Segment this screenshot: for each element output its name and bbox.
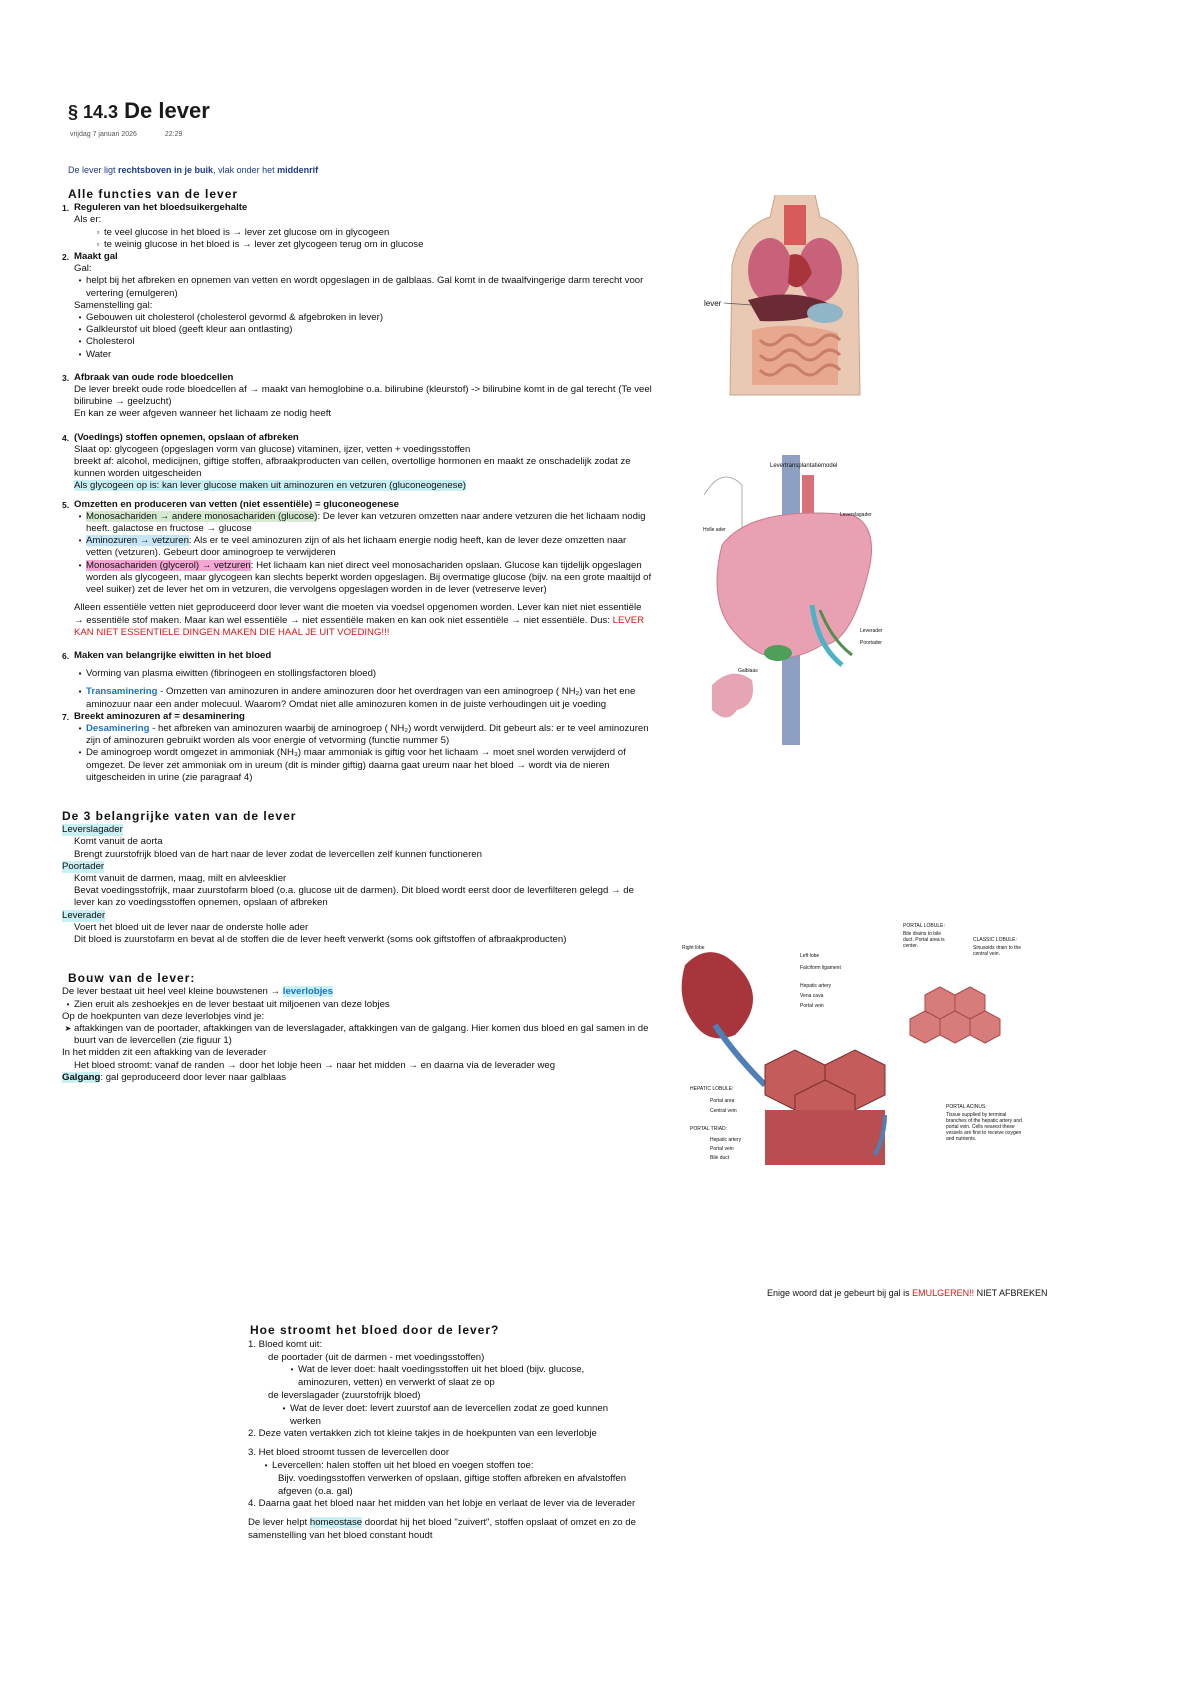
bouw-line: Op de hoekpunten van deze leverlobjes vind je:: [62, 1010, 265, 1022]
lobule-label: Portal vein: [800, 1003, 824, 1009]
lobule-label: Portal area: [710, 1098, 735, 1104]
item-heading: Breekt aminozuren af = desaminering: [74, 710, 245, 722]
liver-label: Leverader: [860, 628, 883, 634]
bullet-text: aftakkingen van de poortader, aftakkingen van de leverslagader, aftakkingen van de galgang. Hier komen dus bloed en gal samen in de buurt van de levercellen (zie figuur 1): [74, 1022, 649, 1047]
item-line: Gal:: [74, 263, 92, 275]
vessel-line: Brengt zuurstofrijk bloed van de hart naar de lever zodat de levercellen zelf kunnen functioneren: [74, 848, 482, 860]
intro-line: [68, 165, 318, 175]
highlight-tag: Aminozuren → vetzuren: [86, 535, 189, 547]
liver-label: Holle ader: [703, 527, 726, 533]
bullet-text: : De lever kan vetzuren omzetten naar andere vetzuren die het lichaam nodig heeft. galactose en fructose → glucose: [86, 510, 646, 535]
lobule-label: Tissue supplied by terminal branches of the hepatic artery and portal vein. Cells nearest these vessels are first to receive oxygen and nutrients.: [946, 1112, 1022, 1142]
bullet: • De aminogroep wordt omgezet in ammoniak (NH₃) maar ammoniak is giftig voor het lichaam → moet snel worden verwijderd of omgezet. De lever zet ammoniak om in ureum (dit is minder giftig) daarna gaat ureum naar het bloed → wordt via de nieren uitgescheiden in urine (zie paragraaf 4): [62, 747, 652, 784]
item-number: 1.: [62, 203, 70, 214]
function-2: [62, 251, 652, 263]
lobule-label: Bile duct: [710, 1155, 730, 1161]
lobule-label: PORTAL ACINUS:: [946, 1104, 987, 1110]
bullet: • Gebouwen uit cholesterol (cholesterol gevormd & afgebroken in lever): [78, 312, 384, 324]
lobule-label: Hepatic artery: [800, 983, 832, 989]
bullet: • Cholesterol: [78, 336, 135, 348]
section-title-bouw: Bouw van de lever:: [68, 971, 196, 986]
lobule-label: Right lobe: [682, 945, 705, 951]
item-number: 3.: [62, 372, 70, 383]
liver-label: Galblaas: [738, 668, 758, 674]
bullet-text: Levercellen: halen stoffen uit het bloed en voegen stoffen toe:: [272, 1459, 534, 1471]
function-6: [62, 650, 652, 662]
vessel-name: Poortader: [62, 860, 105, 872]
section-title-vaten: De 3 belangrijke vaten van de lever: [62, 808, 297, 823]
vessel-line: Komt vanuit de aorta: [74, 836, 163, 848]
item-number: 7.: [62, 711, 70, 722]
lobule-label: Bile drains to bile duct. Portal area is center.: [903, 931, 945, 949]
arrow-bullet: ➤ aftakkingen van de poortader, aftakkingen van de leverslagader, aftakkingen van de galgang. Hier komen dus bloed en gal samen in de buurt van de levercellen (zie figuur 1): [62, 1023, 652, 1047]
term-leverlobjes: leverlobjes: [282, 986, 333, 998]
bullet-text: De aminogroep wordt omgezet in ammoniak (NH₃) maar ammoniak is giftig voor het lichaam → moet snel worden verwijderd of omgezet. De lever zet ammoniak om in ureum (dit is minder giftig) daarna gaat ureum naar het bloed → wordt via de nieren uitgescheiden in urine (zie paragraaf 4): [86, 747, 626, 783]
lobule-label: PORTAL LOBULE:: [903, 923, 945, 929]
bullet-text: Cholesterol: [86, 336, 135, 348]
item-heading: Omzetten en produceren van vetten (niet essentiële) = gluconeogenese: [74, 498, 399, 510]
term-desaminering: Desaminering: [86, 722, 150, 734]
lobule-label: Hepatic artery: [710, 1137, 742, 1143]
bullet: • Monosachariden → andere monosachariden (glucose): De lever kan vetzuren omzetten naar andere vetzuren die het lichaam nodig heeft. galactose en fructose → glucose: [78, 510, 646, 535]
bullet: ▪ Transaminering - Omzetten van aminozuren in andere aminozuren door het overdragen van een aminogroep ( NH₂) van het ene aminozuur naar een ander molecuul. Waarom? Omdat niet alle aminozuren komen in de juiste verhoudingen uit je voeding: [78, 686, 636, 710]
item-number: 2.: [62, 252, 70, 263]
vessel-line: Komt vanuit de darmen, maag, milt en alvleesklier: [74, 872, 287, 884]
bullet-text: Wat de lever doet: haalt voedingsstoffen uit het bloed (bijv. glucose, aminozuren, vetten) en verwerkt of slaat ze op: [298, 1364, 585, 1389]
item-heading: Maken van belangrijke eiwitten in het bloed: [74, 649, 272, 661]
vessel-line: Voert het bloed uit de lever naar de onderste holle ader: [74, 921, 309, 933]
bullet: • Wat de lever doet: haalt voedingsstoffen uit het bloed (bijv. glucose, aminozuren, vetten) en verwerkt of slaat ze op: [248, 1364, 638, 1390]
liver-model-title: Levertransplantatiemodel: [770, 463, 838, 469]
intro-post: , vlak onder het: [213, 165, 278, 175]
lobule-label: Sinusoids drain to the central vein.: [973, 945, 1022, 957]
flow-line: de poortader (uit de darmen - met voedingsstoffen): [268, 1351, 485, 1363]
bullet-text: - het afbreken van aminozuren waarbij de aminogroep ( NH₂) wordt verwijderd. Dit gebeurt als: er te veel aminozuren zijn of aminozuren gebruikt worden als voor energie of vetvorming (functie nummer 5): [86, 722, 649, 747]
vessel-name: Leverader: [62, 909, 106, 921]
flow-step: [248, 1517, 638, 1543]
bullet-text: Zien eruit als zeshoekjes en de lever bestaat uit miljoenen van deze lobjes: [74, 998, 390, 1010]
flow-step: 1. Bloed komt uit:: [248, 1338, 323, 1350]
notes-body: [62, 186, 652, 1084]
item-line: Als er:: [74, 214, 102, 226]
item-line: breekt af: alcohol, medicijnen, giftige stoffen, afbraakproducten van cellen, overtollige hormonen en maakt ze onschadelijk zodat ze kunnen worden uitgescheiden: [74, 456, 631, 480]
bouw-line: [62, 986, 652, 998]
vessel-line: Dit bloed is zuurstofarm en bevat al de stoffen die de lever heeft verwerkt (soms ook giftstoffen of afbraakproducten): [74, 933, 567, 945]
item-heading: (Voedings) stoffen opnemen, opslaan of afbreken: [74, 431, 299, 443]
term-galgang: Galgang: [62, 1071, 101, 1083]
flow-text: doordat hij het bloed "zuivert", stoffen opslaat of omzet en zo de samenstelling van het bloed constant houdt: [248, 1517, 636, 1541]
liver-label: Leverslagader: [840, 512, 872, 518]
bullet: ▪ Vorming van plasma eiwitten (fibrinogeen en stollingsfactoren bloed): [78, 668, 377, 680]
bouw-line: [62, 1072, 652, 1084]
function-3: [62, 372, 652, 384]
date-text: vrijdag 7 januari 2026: [70, 131, 137, 138]
highlight-tag: Monosachariden (glycerol) → vetzuren: [86, 559, 251, 571]
lobule-label: CLASSIC LOBULE:: [973, 937, 1017, 943]
lobule-label: PORTAL TRIAD:: [690, 1126, 728, 1132]
bullet: • Galkleurstof uit bloed (geeft kleur aan ontlasting): [78, 324, 293, 336]
title-text: De lever: [124, 98, 210, 123]
bullet: • Water: [78, 348, 112, 360]
note-red: LEVER KAN NIET ESSENTIELE DINGEN MAKEN DIE HAAL JE UIT VOEDING!!!: [74, 614, 645, 638]
flow-step: 4. Daarna gaat het bloed naar het midden van het lobje en verlaat de lever via de leverader: [248, 1498, 636, 1510]
term-transaminering: Transaminering: [86, 686, 158, 698]
term-homeostase: homeostase: [309, 1517, 363, 1529]
liver-model-illustration: [702, 455, 882, 755]
bullet-text: Gebouwen uit cholesterol (cholesterol gevormd & afgebroken in lever): [86, 312, 384, 324]
flow-line: Bijv. voedingsstoffen verwerken of opslaan, giftige stoffen afbreken en afvalstoffen afgeven (o.a. gal): [278, 1472, 627, 1497]
bullet-text: helpt bij het afbreken en opnemen van vetten en wordt opgeslagen in de galblaas. Gal komt in de twaalfvingerige darm terecht voor vertering (emulgeren): [86, 275, 644, 299]
item-number: 6.: [62, 650, 70, 661]
lobule-label: HEPATIC LOBULE:: [690, 1086, 734, 1092]
bouw-line: Het bloed stroomt: vanaf de randen → door het lobje heen → naar het midden → en daarna via de leverader weg: [74, 1059, 556, 1071]
intro-bold: rechtsboven in je buik: [118, 165, 214, 175]
bullet: • Zien eruit als zeshoekjes en de lever bestaat uit miljoenen van deze lobjes: [66, 998, 390, 1010]
bouw-text: De lever bestaat uit heel veel kleine bouwstenen →: [62, 986, 283, 998]
bullet: • Desaminering - het afbreken van aminozuren waarbij de aminogroep ( NH₂) wordt verwijderd. Dit gebeurt als: er te veel aminozuren zijn of aminozuren gebruikt worden als voor energie of vetvorming (functie nummer 5): [78, 722, 649, 747]
flow-text: De lever helpt: [248, 1517, 310, 1529]
item-heading: Reguleren van het bloedsuikergehalte: [74, 202, 248, 214]
time-text: 22:29: [164, 131, 183, 138]
bouw-line: In het midden zit een aftakking van de leverader: [62, 1047, 267, 1059]
item-line: Slaat op: glycogeen (opgeslagen vorm van glucose) vitaminen, ijzer, vetten + voedingsstoffen: [74, 443, 471, 455]
bullet-text: - Omzetten van aminozuren in andere aminozuren door het overdragen van een aminogroep ( NH₂) van het ene aminozuur naar een ander molecuul. Waarom? Omdat niet alle aminozuren komen in de juiste verhoudingen uit je voeding: [86, 686, 636, 710]
section-title-functies: Alle functies van de lever: [68, 187, 239, 201]
bullet: • Monosachariden (glycerol) → vetzuren: Het lichaam kan niet direct veel monosachariden opslaan. Glucose kan tijdelijk opgeslagen worden als glycogeen, maar glycogeen kan slechts beperkt worden opgeslagen. Bij overmatige glucose (bijv. na een grote maaltijd of veel suiker) zet de lever het om in vetzuren, die vervolgens opgeslagen worden in de lever (vetreserve lever): [78, 559, 652, 596]
function-7: [62, 711, 652, 723]
item-line: En kan ze weer afgeven wanneer het lichaam ze nodig heeft: [74, 408, 332, 420]
bullet-text: te veel glucose in het bloed is → lever zet glucose om in glycogeen: [104, 226, 390, 238]
section-title-flow: Hoe stroomt het bloed door de lever?: [250, 1323, 500, 1337]
liver-label: Poortader: [860, 640, 882, 646]
vessel-name: Leverslagader: [62, 824, 123, 836]
highlight-gluconeogenese: Als glycogeen op is: kan lever glucose maken uit aminozuren en vetzuren (gluconeogenese): [74, 480, 466, 492]
lobule-label: Portal vein: [710, 1146, 734, 1152]
bullet-text: : Het lichaam kan niet direct veel monosachariden opslaan. Glucose kan tijdelijk opgeslagen worden als glycogeen, maar glycogeen kan slechts beperkt worden opgeslagen. Bij overmatige glucose (bijv. na een grote maaltijd of veel suiker) zet de lever het om in vetzuren, die vervolgens opgeslagen worden in de lever (vetreserve lever): [86, 559, 652, 596]
bullet-text: : Als er te veel aminozuren zijn of als het lichaam energie nodig heeft, kan de lever deze omzetten naar vetten (vetzuren). Gebeurt door aminogroep te verwijderen: [86, 535, 627, 559]
side-note-text: NIET AFBREKEN: [974, 1288, 1048, 1298]
item-heading: Maakt gal: [74, 251, 118, 263]
bullet-text: Vorming van plasma eiwitten (fibrinogeen en stollingsfactoren bloed): [86, 668, 377, 680]
vessel-line: Bevat voedingsstofrijk, maar zuurstofarm bloed (o.a. glucose uit de darmen). Dit bloed wordt eerst door de leverfilteren gelegd → de lever kan zo voedingsstoffen opnemen, opslaan of afbreken: [74, 885, 634, 909]
lobule-label: Falciform ligament: [800, 965, 841, 971]
torso-illustration: [720, 195, 870, 405]
bullet-text: Galkleurstof uit bloed (geeft kleur aan ontlasting): [86, 324, 293, 336]
function-1: [62, 202, 652, 214]
flow-section: [248, 1322, 638, 1543]
item-line: De lever breekt oude rode bloedcellen af → maakt van hemoglobine o.a. bilirubine (kleurstof) -> bilirubine komt in de gal terecht (Te veel bilirubine → geelzucht): [74, 384, 652, 408]
flow-step: 2. Deze vaten vertakken zich tot kleine takjes in de hoekpunten van een leverlobje: [248, 1428, 597, 1440]
side-note: [767, 1288, 1047, 1298]
item-heading: Afbraak van oude rode bloedcellen: [74, 371, 234, 383]
bullet: • Levercellen: halen stoffen uit het bloed en voegen stoffen toe:: [264, 1459, 534, 1471]
intro-pre: De lever ligt: [68, 165, 119, 175]
page-timestamp: [70, 131, 208, 138]
item-number: 4.: [62, 432, 70, 443]
torso-label: lever: [704, 299, 722, 308]
lobule-label: Central vein: [710, 1108, 737, 1114]
item-number: 5.: [62, 499, 70, 510]
bullet: • Aminozuren → vetzuren: Als er te veel aminozuren zijn of als het lichaam energie nodig heeft, kan de lever deze omzetten naar vetten (vetzuren). Gebeurt door aminogroep te verwijderen: [78, 535, 627, 559]
bullet: • helpt bij het afbreken en opnemen van vetten en wordt opgeslagen in de galblaas. Gal komt in de twaalfvingerige darm terecht voor vertering (emulgeren): [62, 275, 652, 299]
lobule-label: Vena cava: [800, 993, 824, 999]
bullet-text: te weinig glucose in het bloed is → lever zet glycogeen terug om in glucose: [104, 238, 424, 250]
flow-step: 3. Het bloed stroomt tussen de levercellen door: [248, 1447, 450, 1459]
note-text: Alleen essentiële vetten niet geproduceerd door lever want die moeten via voedsel opgenomen worden. Lever kan niet niet essentiële → essentiële stof maken. Maar kan wel essentiële → niet essentiële maken en kan ook niet essentiële → niet essentiële. Dus:: [74, 602, 642, 626]
bouw-text: : gal geproduceerd door lever naar galblaas: [100, 1071, 286, 1083]
page-title: [68, 98, 210, 124]
essentieel-note: [62, 602, 652, 639]
function-5: [62, 499, 652, 511]
bullet: ▫ te weinig glucose in het bloed is → lever zet glycogeen terug om in glucose: [96, 238, 424, 250]
bullet-text: Water: [86, 348, 112, 360]
function-4: [62, 432, 652, 444]
paragraph-number: § 14.3: [68, 102, 119, 122]
bullet: • Wat de lever doet: levert zuurstof aan de levercellen zodat ze goed kunnen werken: [248, 1403, 638, 1429]
flow-line: de leverslagader (zuurstofrijk bloed): [268, 1389, 421, 1401]
item-line: Samenstelling gal:: [74, 299, 153, 311]
bullet: ▫ te veel glucose in het bloed is → lever zet glucose om in glycogeen: [96, 226, 390, 238]
side-note-red: EMULGEREN!!: [912, 1288, 975, 1298]
intro-bold2: middenrif: [277, 165, 319, 175]
highlight-tag: Monosachariden → andere monosachariden (glucose): [86, 510, 318, 522]
bullet-text: Wat de lever doet: levert zuurstof aan de levercellen zodat ze goed kunnen werken: [290, 1402, 609, 1427]
side-note-text: Enige woord dat je gebeurt bij gal is: [767, 1288, 913, 1298]
lobule-label: Left lobe: [800, 953, 820, 959]
